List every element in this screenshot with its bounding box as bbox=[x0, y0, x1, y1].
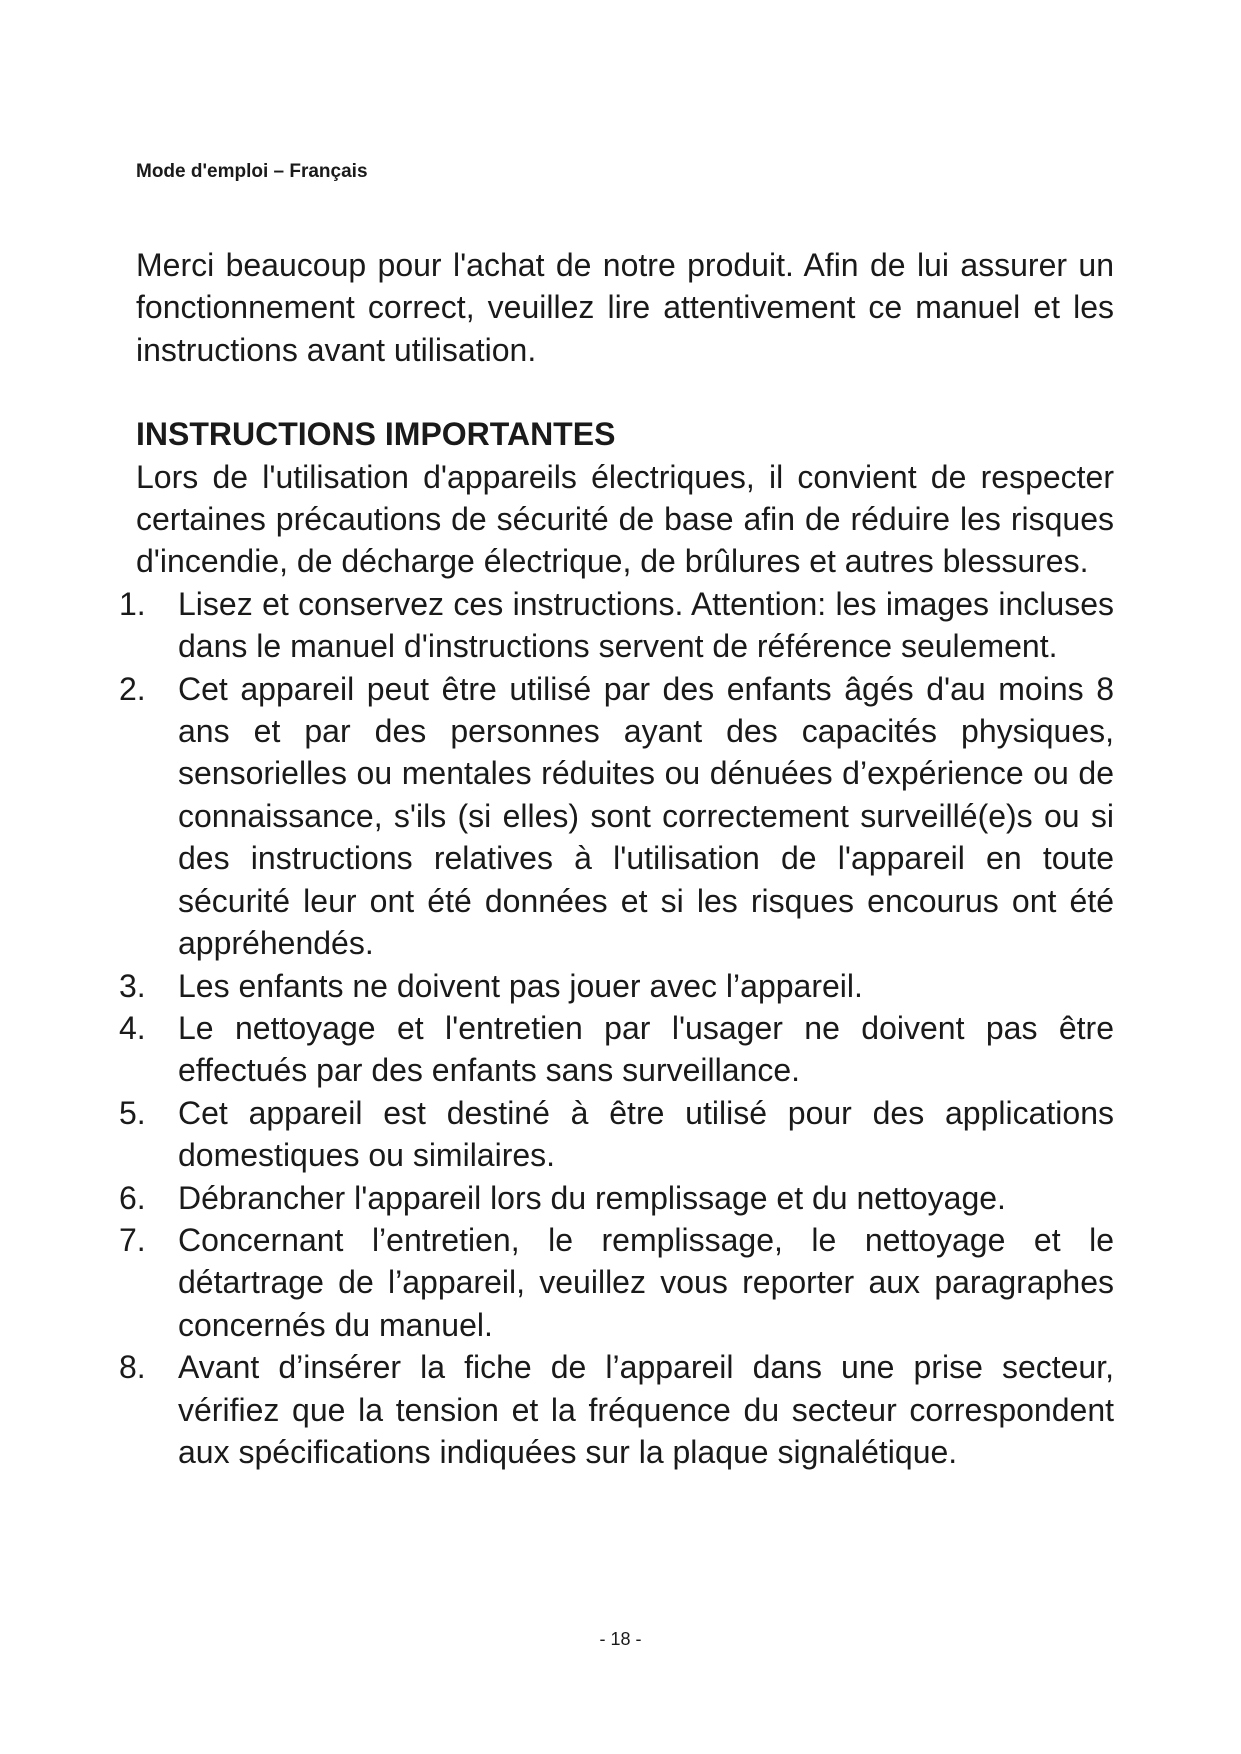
list-item bbox=[119, 583, 1114, 668]
list-item bbox=[119, 965, 1114, 1007]
list-item-text: Cet appareil peut être utilisé par des enfants âgés d'au moins 8 ans et par des personnes ayant des capacités physiques, sensorielles ou mentales réduites ou dénuées d’expérience ou de connaissance, s'ils (si elles) sont correctement surveillé(e)s ou si des instructions relatives à l'utilisation de l'appareil en toute sécurité leur ont été données et si les risques encourus ont été appréhendés. bbox=[178, 670, 1114, 962]
list-item-text: Le nettoyage et l'entretien par l'usager ne doivent pas être effectués par des enfants sans surveillance. bbox=[178, 1009, 1114, 1089]
page-header: Mode d'emploi – Français bbox=[136, 161, 368, 182]
list-item bbox=[119, 1092, 1114, 1177]
list-item bbox=[119, 1219, 1114, 1346]
list-item-number: 7. bbox=[119, 1221, 146, 1258]
list-item-text: Lisez et conservez ces instructions. Attention: les images incluses dans le manuel d'instructions servent de référence seulement. bbox=[178, 585, 1114, 665]
list-item-number: 6. bbox=[119, 1179, 146, 1216]
list-item bbox=[119, 1007, 1114, 1092]
list-item-text: Avant d’insérer la fiche de l’appareil dans une prise secteur, vérifiez que la tension et la fréquence du secteur correspondent aux spécifications indiquées sur la plaque signalétique. bbox=[178, 1349, 1114, 1470]
list-item-number: 2. bbox=[119, 670, 146, 707]
section-lead-paragraph: Lors de l'utilisation d'appareils électriques, il convient de respecter certaines précautions de sécurité de base afin de réduire les risques d'incendie, de décharge électrique, de brûlures et autres blessures. bbox=[136, 458, 1114, 580]
list-item-number: 1. bbox=[119, 585, 146, 622]
page-number: - 18 - bbox=[599, 1629, 642, 1649]
list-item-text: Cet appareil est destiné à être utilisé pour des applications domestiques ou similaires. bbox=[178, 1094, 1114, 1174]
intro-paragraph: Merci beaucoup pour l'achat de notre produit. Afin de lui assurer un fonctionnement correct, veuillez lire attentivement ce manuel et les instructions avant utilisation. bbox=[136, 247, 1114, 368]
list-item-text: Débrancher l'appareil lors du remplissage et du nettoyage. bbox=[178, 1179, 1006, 1216]
page-content bbox=[119, 244, 1114, 1473]
list-item bbox=[119, 1177, 1114, 1219]
list-item-text: Les enfants ne doivent pas jouer avec l’appareil. bbox=[178, 967, 863, 1004]
instructions-list bbox=[119, 583, 1114, 1474]
list-item-text: Concernant l’entretien, le remplissage, le nettoyage et le détartrage de l’appareil, veuillez vous reporter aux paragraphes concernés du manuel. bbox=[178, 1221, 1114, 1343]
list-item-number: 8. bbox=[119, 1349, 146, 1386]
list-item bbox=[119, 668, 1114, 965]
list-item-number: 3. bbox=[119, 967, 146, 1004]
section-heading: INSTRUCTIONS IMPORTANTES bbox=[136, 416, 616, 453]
list-item bbox=[119, 1346, 1114, 1473]
list-item-number: 4. bbox=[119, 1009, 146, 1046]
list-item-number: 5. bbox=[119, 1094, 146, 1131]
